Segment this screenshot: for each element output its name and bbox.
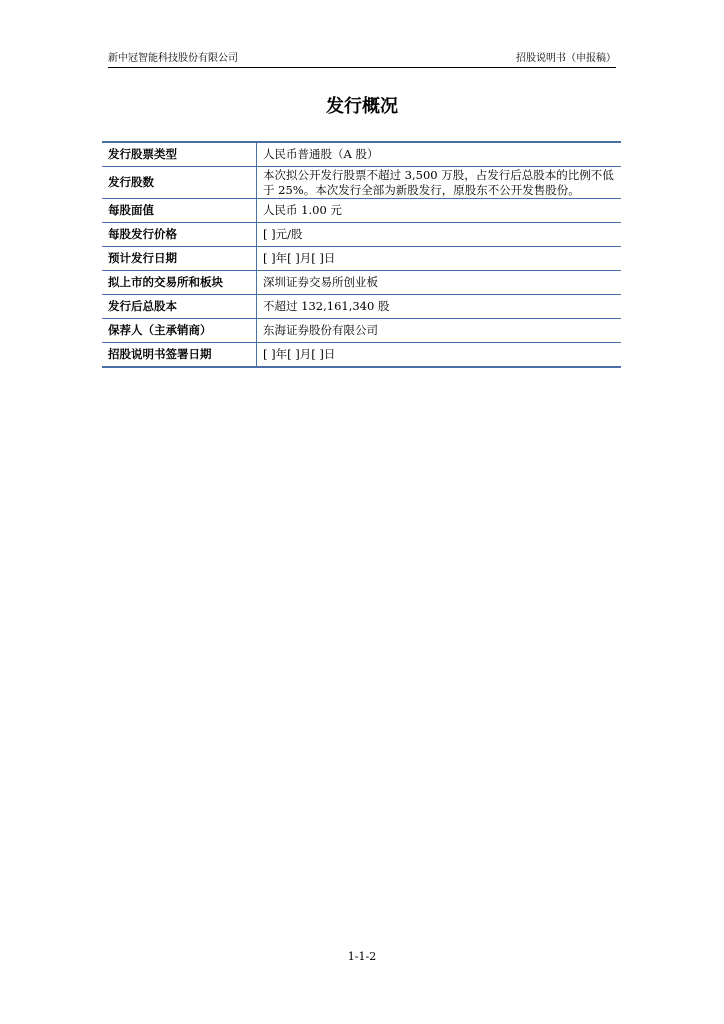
row-label-par-value: 每股面值 xyxy=(102,199,257,223)
table-row xyxy=(102,223,621,247)
page-title: 发行概况 xyxy=(326,96,398,117)
row-label-sponsor: 保荐人（主承销商） xyxy=(102,319,257,343)
header-document-type: 招股说明书（申报稿） xyxy=(516,53,616,64)
row-label-issue-price: 每股发行价格 xyxy=(102,223,257,247)
table-row xyxy=(102,142,621,167)
row-value-issue-date: [ ]年[ ]月[ ]日 xyxy=(257,247,622,271)
header-company-name: 新中冠智能科技股份有限公司 xyxy=(108,53,238,64)
row-value-shares-issued: 本次拟公开发行股票不超过 3,500 万股，占发行后总股本的比例不低于 25%。本次发行全部为新股发行，原股东不公开发售股份。 xyxy=(257,167,622,199)
table-row xyxy=(102,343,621,368)
row-value-sponsor: 东海证券股份有限公司 xyxy=(257,319,622,343)
row-label-exchange-board: 拟上市的交易所和板块 xyxy=(102,271,257,295)
row-label-total-shares: 发行后总股本 xyxy=(102,295,257,319)
table-row xyxy=(102,199,621,223)
offering-summary-table xyxy=(102,141,621,368)
row-label-shares-issued: 发行股数 xyxy=(102,167,257,199)
page-number: 1-1-2 xyxy=(347,950,377,963)
row-value-par-value: 人民币 1.00 元 xyxy=(257,199,622,223)
table-row xyxy=(102,295,621,319)
row-value-signing-date: [ ]年[ ]月[ ]日 xyxy=(263,347,336,361)
table-row xyxy=(102,167,621,199)
page-header xyxy=(108,52,616,66)
table-row xyxy=(102,319,621,343)
row-label-stock-type: 发行股票类型 xyxy=(102,142,257,167)
row-value-exchange-board: 深圳证券交易所创业板 xyxy=(257,271,622,295)
row-value-stock-type: 人民币普通股（A 股） xyxy=(257,142,622,167)
row-label-issue-date: 预计发行日期 xyxy=(102,247,257,271)
table-row xyxy=(102,271,621,295)
header-divider xyxy=(108,67,616,68)
row-value-issue-price: [ ]元/股 xyxy=(257,223,622,247)
row-value-total-shares: 不超过 132,161,340 股 xyxy=(257,295,622,319)
table-row xyxy=(102,247,621,271)
row-label-signing-date: 招股说明书签署日期 xyxy=(102,343,257,368)
